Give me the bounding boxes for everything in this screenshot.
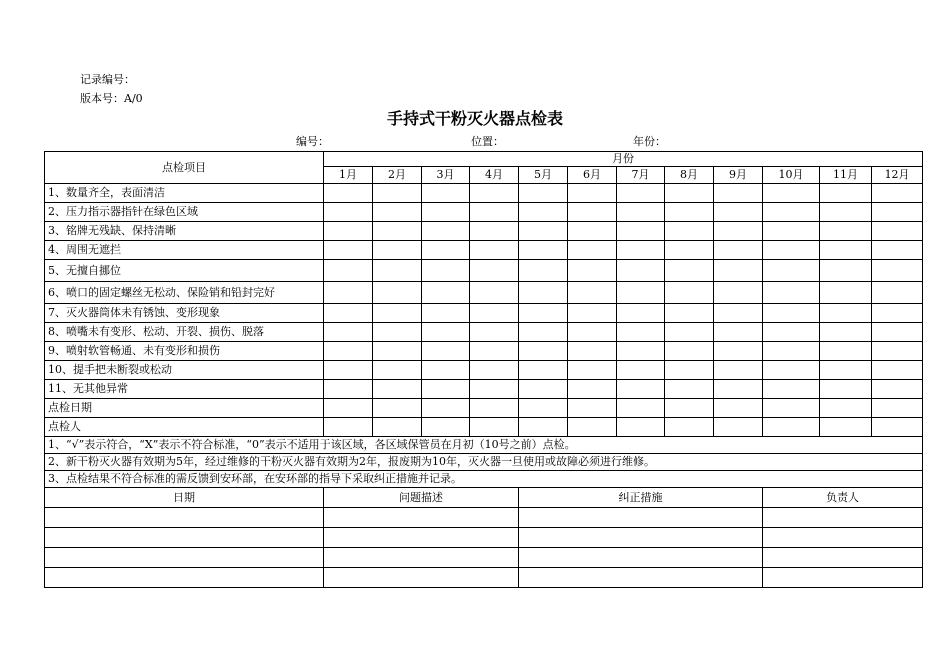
version-label: 版本号：A/0 (80, 92, 143, 105)
month-label: 2月 (373, 167, 422, 184)
check-cell[interactable] (617, 260, 665, 282)
check-cell[interactable] (373, 203, 422, 222)
check-cell[interactable] (568, 203, 617, 222)
check-cell[interactable] (820, 304, 872, 323)
record-cell[interactable] (519, 508, 763, 528)
check-cell[interactable] (519, 203, 568, 222)
check-item-label: 10、提手把未断裂或松动 (45, 361, 324, 380)
check-item-label: 11、无其他异常 (45, 380, 324, 399)
record-header: 纠正措施 (519, 488, 763, 508)
check-cell[interactable] (872, 380, 923, 399)
check-cell[interactable] (470, 203, 519, 222)
check-cell[interactable] (422, 222, 470, 241)
check-cell[interactable] (872, 304, 923, 323)
note-row (45, 454, 923, 471)
check-cell[interactable] (763, 361, 820, 380)
check-cell[interactable] (519, 380, 568, 399)
record-cell[interactable] (519, 528, 763, 548)
record-cell[interactable] (45, 508, 324, 528)
check-cell[interactable] (422, 282, 470, 304)
record-cell[interactable] (324, 548, 519, 568)
record-cell[interactable] (45, 568, 324, 588)
record-row (45, 548, 923, 568)
check-cell[interactable] (422, 361, 470, 380)
check-cell[interactable] (665, 203, 714, 222)
check-cell[interactable] (568, 222, 617, 241)
check-cell[interactable] (872, 282, 923, 304)
check-cell[interactable] (422, 323, 470, 342)
check-cell[interactable] (568, 304, 617, 323)
check-cell[interactable] (714, 342, 763, 361)
table-row (45, 323, 923, 342)
record-cell[interactable] (763, 548, 923, 568)
check-item-label: 3、铭牌无残缺、保持清晰 (45, 222, 324, 241)
record-cell[interactable] (324, 528, 519, 548)
check-cell[interactable] (373, 222, 422, 241)
check-item-label: 6、喷口的固定螺丝无松动、保险销和铅封完好 (45, 282, 324, 304)
table-row (45, 282, 923, 304)
check-cell[interactable] (617, 342, 665, 361)
note-text: 2、新干粉灭火器有效期为5年，经过维修的干粉灭火器有效期为2年，报废期为10年，灭火器一旦使用或故障必须进行维修。 (45, 454, 923, 471)
check-cell[interactable] (422, 260, 470, 282)
check-cell[interactable] (373, 323, 422, 342)
table-row (45, 241, 923, 260)
check-cell[interactable] (324, 399, 373, 418)
note-text: 3、点检结果不符合标准的需反馈到安环部，在安环部的指导下采取纠正措施并记录。 (45, 471, 923, 488)
check-item-label: 2、压力指示器指针在绿色区域 (45, 203, 324, 222)
check-cell[interactable] (872, 323, 923, 342)
check-cell[interactable] (820, 203, 872, 222)
check-cell[interactable] (714, 418, 763, 437)
record-row (45, 528, 923, 548)
check-cell[interactable] (324, 304, 373, 323)
check-cell[interactable] (872, 222, 923, 241)
check-cell[interactable] (324, 380, 373, 399)
month-label: 7月 (617, 167, 665, 184)
table-row (45, 304, 923, 323)
check-cell[interactable] (324, 184, 373, 203)
check-cell[interactable] (568, 380, 617, 399)
check-cell[interactable] (665, 342, 714, 361)
check-cell[interactable] (714, 361, 763, 380)
check-cell[interactable] (617, 361, 665, 380)
check-cell[interactable] (617, 418, 665, 437)
table-row (45, 184, 923, 203)
check-cell[interactable] (872, 361, 923, 380)
check-cell[interactable] (763, 342, 820, 361)
note-row (45, 471, 923, 488)
table-row (45, 361, 923, 380)
year-label: 年份： (633, 135, 666, 148)
check-cell[interactable] (324, 241, 373, 260)
check-cell[interactable] (763, 399, 820, 418)
check-cell[interactable] (714, 282, 763, 304)
check-cell[interactable] (665, 260, 714, 282)
check-item-label: 4、周围无遮拦 (45, 241, 324, 260)
check-cell[interactable] (714, 184, 763, 203)
check-cell[interactable] (665, 418, 714, 437)
check-cell[interactable] (470, 184, 519, 203)
check-cell[interactable] (617, 282, 665, 304)
check-cell[interactable] (324, 203, 373, 222)
check-cell[interactable] (568, 241, 617, 260)
month-label: 10月 (763, 167, 820, 184)
check-item-label: 5、无擅自挪位 (45, 260, 324, 282)
table-row (45, 399, 923, 418)
check-cell[interactable] (422, 342, 470, 361)
check-cell[interactable] (470, 323, 519, 342)
check-cell[interactable] (568, 361, 617, 380)
check-cell[interactable] (324, 260, 373, 282)
record-cell[interactable] (519, 568, 763, 588)
check-cell[interactable] (470, 241, 519, 260)
check-cell[interactable] (568, 418, 617, 437)
check-cell[interactable] (470, 282, 519, 304)
number-label: 编号： (296, 135, 329, 148)
check-cell[interactable] (373, 361, 422, 380)
check-cell[interactable] (324, 222, 373, 241)
check-cell[interactable] (373, 282, 422, 304)
month-label: 1月 (324, 167, 373, 184)
check-cell[interactable] (714, 203, 763, 222)
check-cell[interactable] (763, 304, 820, 323)
check-cell[interactable] (422, 399, 470, 418)
check-cell[interactable] (714, 241, 763, 260)
check-cell[interactable] (519, 342, 568, 361)
check-cell[interactable] (763, 184, 820, 203)
check-cell[interactable] (568, 184, 617, 203)
table-row (45, 203, 923, 222)
check-cell[interactable] (872, 203, 923, 222)
check-cell[interactable] (568, 342, 617, 361)
check-cell[interactable] (617, 380, 665, 399)
check-cell[interactable] (714, 304, 763, 323)
check-cell[interactable] (519, 260, 568, 282)
record-header: 负责人 (763, 488, 923, 508)
check-item-label: 点检日期 (45, 399, 324, 418)
check-cell[interactable] (373, 184, 422, 203)
check-cell[interactable] (820, 282, 872, 304)
check-item-label: 点检人 (45, 418, 324, 437)
check-cell[interactable] (820, 323, 872, 342)
table-row (45, 418, 923, 437)
note-row (45, 437, 923, 454)
check-cell[interactable] (763, 418, 820, 437)
inspection-table (44, 151, 923, 588)
check-cell[interactable] (324, 361, 373, 380)
check-cell[interactable] (763, 323, 820, 342)
table-row (45, 342, 923, 361)
check-cell[interactable] (714, 399, 763, 418)
check-cell[interactable] (665, 323, 714, 342)
check-item-label: 7、灭火器筒体未有锈蚀、变形现象 (45, 304, 324, 323)
check-cell[interactable] (470, 342, 519, 361)
item-header: 点检项目 (45, 152, 324, 184)
check-cell[interactable] (470, 304, 519, 323)
check-cell[interactable] (617, 399, 665, 418)
location-label: 位置： (471, 135, 504, 148)
check-cell[interactable] (324, 323, 373, 342)
month-label: 6月 (568, 167, 617, 184)
check-cell[interactable] (470, 380, 519, 399)
check-cell[interactable] (422, 184, 470, 203)
month-label: 12月 (872, 167, 923, 184)
month-label: 4月 (470, 167, 519, 184)
check-cell[interactable] (617, 203, 665, 222)
check-cell[interactable] (820, 241, 872, 260)
check-cell[interactable] (763, 282, 820, 304)
record-header: 日期 (45, 488, 324, 508)
check-cell[interactable] (665, 282, 714, 304)
record-cell[interactable] (763, 528, 923, 548)
month-label: 3月 (422, 167, 470, 184)
check-cell[interactable] (519, 304, 568, 323)
table-row (45, 260, 923, 282)
check-cell[interactable] (373, 260, 422, 282)
check-cell[interactable] (422, 241, 470, 260)
check-cell[interactable] (568, 323, 617, 342)
record-cell[interactable] (45, 528, 324, 548)
check-cell[interactable] (422, 418, 470, 437)
check-cell[interactable] (519, 418, 568, 437)
check-cell[interactable] (373, 418, 422, 437)
check-cell[interactable] (519, 184, 568, 203)
check-cell[interactable] (714, 222, 763, 241)
check-cell[interactable] (617, 323, 665, 342)
check-cell[interactable] (422, 304, 470, 323)
check-cell[interactable] (324, 418, 373, 437)
record-cell[interactable] (763, 508, 923, 528)
check-cell[interactable] (820, 260, 872, 282)
record-number-label: 记录编号： (80, 73, 135, 86)
check-cell[interactable] (617, 184, 665, 203)
check-cell[interactable] (519, 323, 568, 342)
check-cell[interactable] (714, 260, 763, 282)
check-cell[interactable] (665, 222, 714, 241)
check-cell[interactable] (820, 361, 872, 380)
note-text: 1、“√”表示符合，“X”表示不符合标准，“0”表示不适用于该区域，各区域保管员在月初（10号之前）点检。 (45, 437, 923, 454)
check-cell[interactable] (820, 342, 872, 361)
check-cell[interactable] (820, 399, 872, 418)
check-cell[interactable] (872, 260, 923, 282)
check-cell[interactable] (872, 241, 923, 260)
check-cell[interactable] (820, 222, 872, 241)
check-cell[interactable] (617, 304, 665, 323)
check-cell[interactable] (820, 380, 872, 399)
check-cell[interactable] (617, 241, 665, 260)
check-cell[interactable] (373, 380, 422, 399)
check-cell[interactable] (763, 203, 820, 222)
check-cell[interactable] (665, 184, 714, 203)
check-cell[interactable] (665, 241, 714, 260)
check-cell[interactable] (665, 361, 714, 380)
check-cell[interactable] (519, 399, 568, 418)
check-cell[interactable] (568, 260, 617, 282)
check-cell[interactable] (763, 380, 820, 399)
check-item-label: 1、数量齐全，表面清洁 (45, 184, 324, 203)
check-cell[interactable] (820, 184, 872, 203)
check-cell[interactable] (763, 260, 820, 282)
check-item-label: 8、喷嘴未有变形、松动、开裂、损伤、脱落 (45, 323, 324, 342)
check-cell[interactable] (665, 380, 714, 399)
check-cell[interactable] (470, 418, 519, 437)
record-cell[interactable] (324, 508, 519, 528)
check-cell[interactable] (665, 304, 714, 323)
month-label: 9月 (714, 167, 763, 184)
check-cell[interactable] (470, 260, 519, 282)
check-cell[interactable] (872, 342, 923, 361)
check-cell[interactable] (519, 222, 568, 241)
check-cell[interactable] (519, 361, 568, 380)
record-cell[interactable] (519, 548, 763, 568)
record-row (45, 568, 923, 588)
month-label: 5月 (519, 167, 568, 184)
check-cell[interactable] (373, 241, 422, 260)
check-cell[interactable] (422, 203, 470, 222)
check-cell[interactable] (373, 342, 422, 361)
check-cell[interactable] (714, 323, 763, 342)
check-cell[interactable] (763, 241, 820, 260)
check-cell[interactable] (820, 418, 872, 437)
record-cell[interactable] (324, 568, 519, 588)
check-cell[interactable] (519, 282, 568, 304)
month-header: 月份 (324, 152, 923, 167)
check-cell[interactable] (568, 399, 617, 418)
check-cell[interactable] (519, 241, 568, 260)
check-cell[interactable] (373, 399, 422, 418)
check-cell[interactable] (470, 222, 519, 241)
check-cell[interactable] (373, 304, 422, 323)
record-header: 问题描述 (324, 488, 519, 508)
check-cell[interactable] (763, 222, 820, 241)
month-label: 11月 (820, 167, 872, 184)
check-cell[interactable] (422, 380, 470, 399)
record-cell[interactable] (45, 548, 324, 568)
check-cell[interactable] (470, 399, 519, 418)
record-row (45, 508, 923, 528)
check-cell[interactable] (714, 380, 763, 399)
check-item-label: 9、喷射软管畅通、未有变形和损伤 (45, 342, 324, 361)
page-title: 手持式干粉灭火器点检表 (386, 109, 563, 128)
check-cell[interactable] (324, 342, 373, 361)
check-cell[interactable] (872, 418, 923, 437)
check-cell[interactable] (568, 282, 617, 304)
check-cell[interactable] (872, 399, 923, 418)
check-cell[interactable] (617, 222, 665, 241)
check-cell[interactable] (665, 399, 714, 418)
record-cell[interactable] (763, 568, 923, 588)
table-row (45, 380, 923, 399)
month-label: 8月 (665, 167, 714, 184)
table-row (45, 222, 923, 241)
check-cell[interactable] (470, 361, 519, 380)
check-cell[interactable] (872, 184, 923, 203)
check-cell[interactable] (324, 282, 373, 304)
